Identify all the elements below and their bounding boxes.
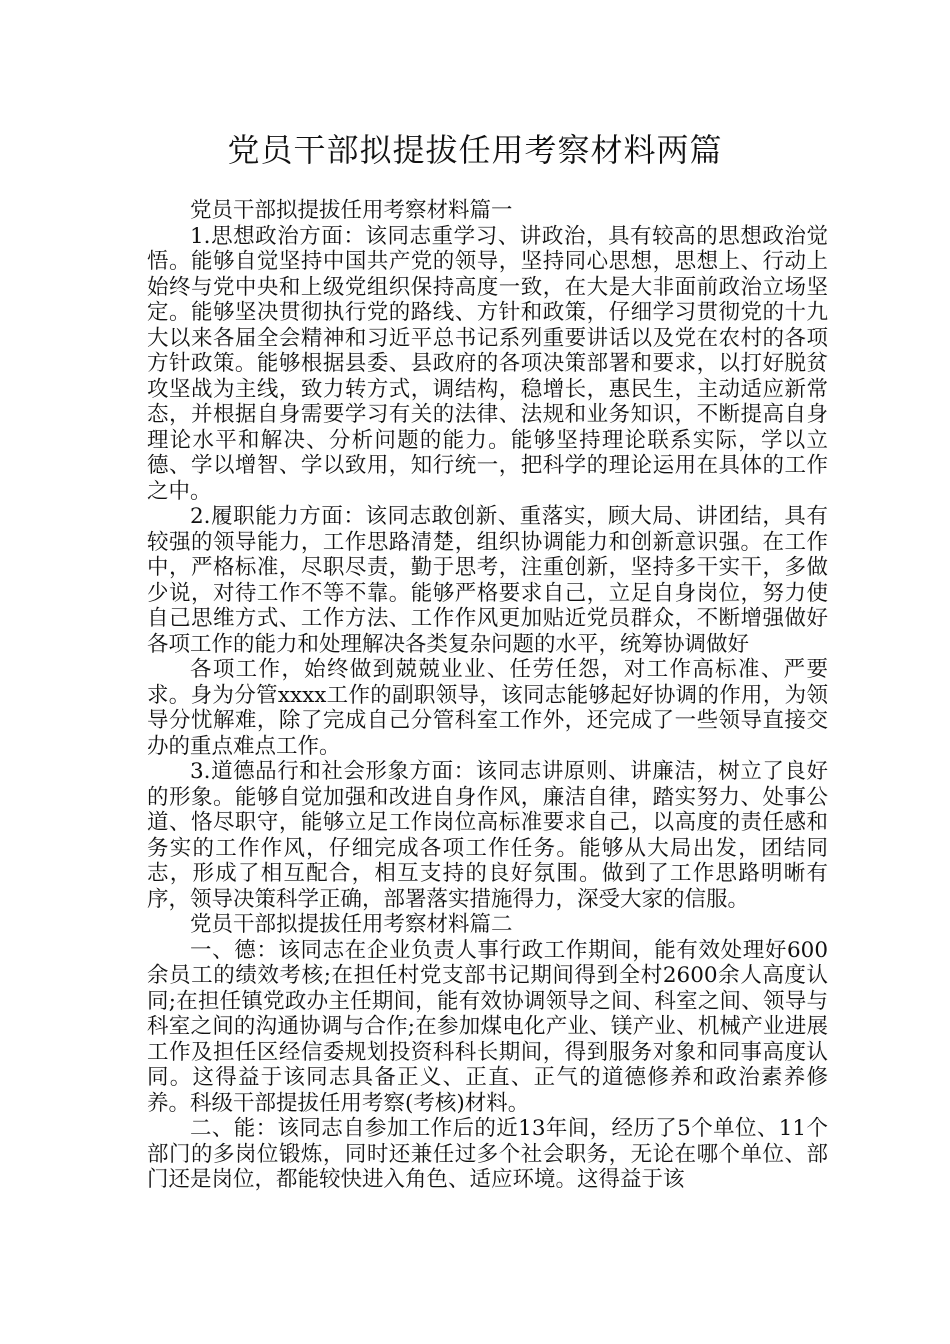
- document-title: 党员干部拟提拔任用考察材料两篇: [227, 131, 723, 169]
- paragraph-moral-conduct: 3.道德品行和社会形象方面：该同志讲原则、讲廉洁，树立了良好的形象。能够自觉加强和改进自身作风，廉洁自律，踏实努力、处事公道、恪尽职守，能够立足工作岗位高标准要求自己，以高度的责任感和务实的工作作风，仔细完成各项工作任务。能够从大局出发，团结同志，形成了相互配合，相互支持的良好氛围。做到了工作思路明晰有序，领导决策科学正确，部署落实措施得力，深受大家的信服。: [147, 759, 828, 912]
- paragraph-virtue: 一、德：该同志在企业负责人事行政工作期间，能有效处理好600余员工的绩效考核;在担任村党支部书记期间得到全村2600余人高度认同;在担任镇党政办主任期间，能有效协调领导之间、科室之间、领导与科室之间的沟通协调与合作;在参加煤电化产业、镁产业、机械产业进展工作及担任区经信委规划投资科科长期间，得到服务对象和同事高度认同。这得益于该同志具备正义、正直、正气的道德修养和政治素养修养。科级干部提拔任用考察(考核)材料。: [147, 937, 828, 1116]
- paragraph-performance-ability: 2.履职能力方面：该同志敢创新、重落实，顾大局、讲团结，具有较强的领导能力，工作思路清楚，组织协调能力和创新意识强。在工作中，严格标准，尽职尽责，勤于思考，注重创新，坚持多干实干，多做少说，对待工作不等不靠。能够严格要求自己，立足自身岗位，努力使自己思维方式、工作方法、工作作风更加贴近党员群众，不断增强做好各项工作的能力和处理解决各类复杂问题的水平，统筹协调做好: [147, 504, 828, 657]
- paragraph-political-thought: 1.思想政治方面：该同志重学习、讲政治，具有较高的思想政治觉悟。能够自觉坚持中国共产党的领导，坚持同心思想，思想上、行动上始终与党中央和上级党组织保持高度一致，在大是大非面前政治立场坚定。能够坚决贯彻执行党的路线、方针和政策，仔细学习贯彻党的十九大以来各届全会精神和习近平总书记系列重要讲话以及党在农村的各项方针政策。能够根据县委、县政府的各项决策部署和要求，以打好脱贫攻坚战为主线，致力转方式，调结构，稳增长，惠民生，主动适应新常态，并根据自身需要学习有关的法律、法规和业务知识，不断提高自身理论水平和解决、分析问题的能力。能够坚持理论联系实际，学以立德、学以增智、学以致用，知行统一，把科学的理论运用在具体的工作之中。: [147, 223, 828, 504]
- section-heading-part-two: 党员干部拟提拔任用考察材料篇二: [190, 912, 513, 937]
- paragraph-ability: 二、能：该同志自参加工作后的近13年间，经历了5个单位、11个部门的多岗位锻炼，同时还兼任过多个社会职务，无论在哪个单位、部门还是岗位，都能较快进入角色、适应环境。这得益于该: [147, 1116, 828, 1192]
- paragraph-performance-ability-continued: 各项工作，始终做到兢兢业业、任劳任怨，对工作高标准、严要求。身为分管xxxx工作的副职领导，该同志能够起好协调的作用，为领导分忧解难，除了完成自己分管科室工作外，还完成了一些领导直接交办的重点难点工作。: [147, 657, 828, 759]
- document-body: [147, 198, 828, 1193]
- section-heading-part-one: 党员干部拟提拔任用考察材料篇一: [190, 198, 513, 223]
